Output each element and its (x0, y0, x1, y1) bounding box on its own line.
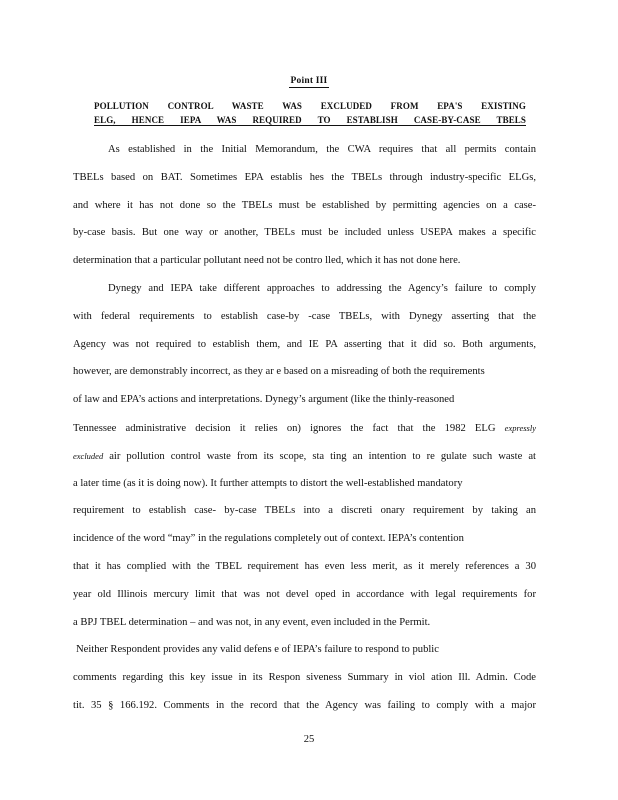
emphasis-text: excluded (73, 450, 104, 461)
subheading-word: IEPA (180, 115, 201, 125)
subheading-word: REQUIRED (252, 115, 302, 125)
text-line (73, 671, 536, 685)
text-line (73, 699, 536, 713)
text-line (73, 588, 536, 602)
text-line (73, 477, 536, 491)
text-line (76, 643, 536, 657)
text-line-content: with federal requirements to establish case-by -case TBELs, with Dynegy asserting that the (73, 310, 536, 322)
text-line-content: incidence of the word “may” in the regulations completely out of context. IEPA’s contention (73, 533, 464, 545)
text-line (108, 143, 536, 157)
subheading-word: WAS (282, 101, 303, 111)
text-line (73, 199, 536, 213)
page-number: 25 (303, 734, 315, 745)
text-line-content: air pollution control waste from its scope, sta ting an intention to re gulate such waste at (109, 450, 536, 462)
subheading-word: ESTABLISH (346, 115, 398, 125)
text-line-content: Neither Respondent provides any valid defens e of IEPA’s failure to respond to public (76, 644, 439, 656)
subheading-word: CASE-BY-CASE (413, 115, 481, 125)
subheading-word: HENCE (131, 115, 165, 125)
text-line (73, 338, 536, 352)
subheading-line-1 (94, 101, 526, 111)
text-line-content: by-case basis. But one way or another, TBELs must be included unless USEPA makes a specific (73, 227, 536, 239)
text-line-content: Tennessee administrative decision it relies on) ignores the fact that the 1982 ELG (73, 423, 496, 434)
text-line-content: year old Illinois mercury limit that was not devel oped in accordance with legal requirements for (73, 588, 536, 600)
text-line-content: a later time (as it is doing now). It further attempts to distort the well-established mandatory (73, 477, 463, 489)
text-line-content: As established in the Initial Memorandum, the CWA requires that all permits contain (108, 144, 536, 155)
text-line (73, 393, 536, 407)
text-line-content: a BPJ TBEL determination – and was not, in any event, even included in the Permit. (73, 616, 431, 628)
subheading-word: FROM (390, 101, 419, 111)
text-line (73, 171, 536, 185)
point-heading (0, 76, 618, 86)
subheading-word: EXCLUDED (320, 101, 372, 111)
text-line (73, 226, 536, 240)
text-line (73, 616, 536, 630)
text-line-content: comments regarding this key issue in its Respon siveness Summary in viol ation Ill. Admin. Code (73, 672, 536, 684)
text-line-content: and where it has not done so the TBELs must be established by permitting agencies on a case- (73, 199, 536, 211)
text-line-content: tit. 35 § 166.192. Comments in the record that the Agency was failing to comply with a major (73, 700, 536, 711)
emphasis-text: expressly (504, 423, 536, 433)
subheading-word: EPA'S (437, 101, 463, 111)
text-line-content: that it has complied with the TBEL requirement has even less merit, as it merely references a 30 (73, 561, 536, 572)
text-line (73, 254, 536, 268)
text-line-content: determination that a particular pollutant need not be contro lled, which it has not done here. (73, 255, 461, 267)
text-line-content: requirement to establish case- by-case TBELs into a discreti onary requirement by taking an (73, 505, 536, 517)
subheading-word: WAS (216, 115, 237, 125)
text-line (73, 560, 536, 574)
text-line (108, 282, 536, 296)
text-line (73, 449, 536, 463)
text-line (73, 504, 536, 518)
subheading-word: CONTROL (167, 101, 214, 111)
text-line (73, 532, 536, 546)
subheading-word: EXISTING (481, 101, 526, 111)
subheading-word: WASTE (231, 101, 264, 111)
text-line-content: Dynegy and IEPA take different approaches to addressing the Agency’s failure to comply (108, 283, 536, 294)
text-line-content: however, are demonstrably incorrect, as they ar e based on a misreading of both the requirements (73, 366, 485, 378)
text-line-content: TBELs based on BAT. Sometimes EPA establis hes the TBELs through industry-specific ELGs, (73, 171, 536, 183)
point-heading-text: Point III (290, 76, 328, 86)
text-line-content: Agency was not required to establish them, and IE PA asserting that it did so. Both arguments, (73, 338, 536, 350)
subheading-word: TO (317, 115, 331, 125)
text-line (73, 421, 536, 435)
subheading-word: ELG, (94, 115, 116, 125)
text-line (73, 365, 536, 379)
text-line (73, 310, 536, 324)
subheading-word: TBELS (496, 115, 527, 125)
subheading-line-2 (94, 115, 526, 126)
text-line-content: of law and EPA’s actions and interpretations. Dynegy’s argument (like the thinly-reasoned (73, 394, 455, 406)
subheading-word: POLLUTION (94, 101, 149, 111)
